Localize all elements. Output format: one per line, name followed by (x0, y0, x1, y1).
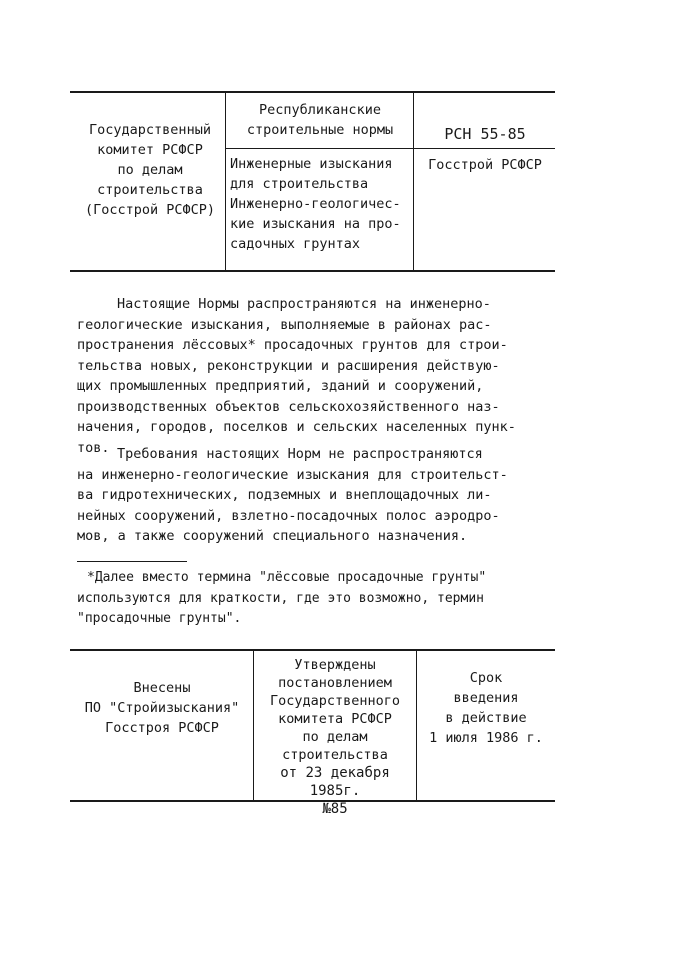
issuer-line: строительства (97, 182, 203, 198)
title-line: кие изыскания на про- (230, 216, 401, 232)
footnote-line: *Далее вместо термина "лёссовые просадочные грунты" (87, 570, 487, 585)
paragraph-line: тельства новых, реконструкции и расширения действую- (77, 357, 500, 374)
paragraph-line: щих промышленных предприятий, зданий и сооружений, (77, 378, 484, 394)
paragraph-line: ва гидротехнических, подземных и внеплощадочных ли- (77, 487, 492, 503)
approval-number: №85 (322, 801, 348, 817)
footnote (77, 568, 557, 630)
paragraph-line: Настоящие Нормы распространяются на инженерно- (117, 296, 491, 312)
submitted-line: Госстроя РСФСР (105, 720, 219, 736)
effective-line: в действие (445, 710, 527, 726)
submitted-line: Внесены (133, 680, 191, 696)
header-divider-left (225, 91, 226, 271)
approval-line: постановлением (278, 675, 392, 691)
footnote-separator (77, 561, 187, 562)
norm-type-line: Республиканские (259, 102, 381, 118)
title-line: для строительства (230, 176, 369, 192)
paragraph-line: тов. (77, 439, 110, 456)
norm-code: РСН 55-85 (444, 125, 526, 143)
header-middle-rule (225, 148, 555, 149)
approval-line: Государственного (269, 693, 401, 709)
paragraph-line: производственных объектов сельскохозяйственного наз- (77, 398, 500, 415)
approval-line: комитета РСФСР (278, 711, 392, 727)
approval-date: от 23 декабря 1985г. (280, 765, 390, 799)
effective-date-block (417, 668, 555, 748)
title-line: Инженерно-геологичес- (230, 196, 401, 212)
submitted-line: ПО "Стройизыскания" (84, 700, 240, 716)
paragraph-line: пространения лёссовых* просадочных грунтов для строи- (77, 337, 508, 353)
approval-block (254, 656, 416, 818)
footer-top-rule (70, 649, 555, 651)
paragraph-line: мов, а также сооружений специального назначения. (77, 528, 468, 544)
issuer-line: Государственный (89, 122, 211, 138)
submitted-by-block (72, 678, 252, 738)
issuer-line: (Госстрой РСФСР) (84, 202, 216, 218)
effective-line: Срок (469, 670, 503, 686)
approval-line: по делам (302, 729, 368, 745)
paragraph-scope (77, 294, 557, 458)
footnote-line: "просадочные грунты". (77, 611, 242, 626)
issuer-line: комитет РСФСР (97, 142, 203, 158)
paragraph-line: Требования настоящих Норм не распространяются (117, 446, 483, 462)
title-line: садочных грунтах (230, 236, 361, 252)
paragraph-line: на инженерно-геологические изыскания для строительст- (77, 466, 508, 483)
norm-type-line: строительные нормы (246, 122, 394, 138)
approval-line: Утверждены (294, 657, 376, 673)
paragraph-line: нейных сооружений, взлетно-посадочных полос аэродро- (77, 507, 500, 524)
paragraph-line: геологические изыскания, выполняемые в районах рас- (77, 316, 492, 333)
header-divider-right (413, 91, 414, 271)
header-top-rule (70, 91, 555, 93)
paragraph-line: начения, городов, поселков и сельских населенных пунк- (77, 419, 516, 435)
norm-type-block (228, 100, 412, 140)
title-line: Инженерные изыскания (230, 156, 393, 172)
effective-date: 1 июля 1986 г. (429, 730, 543, 746)
footnote-line: используются для краткости, где это возможно, термин (77, 590, 484, 606)
agency-label: Госстрой РСФСР (428, 157, 542, 173)
issuer-line: по делам (117, 162, 183, 178)
effective-line: введения (453, 690, 519, 706)
paragraph-exclusions (77, 444, 557, 547)
header-bottom-rule (70, 270, 555, 272)
issuer-block (80, 120, 220, 220)
document-title-block (230, 154, 412, 254)
approval-line: строительства (282, 747, 388, 763)
